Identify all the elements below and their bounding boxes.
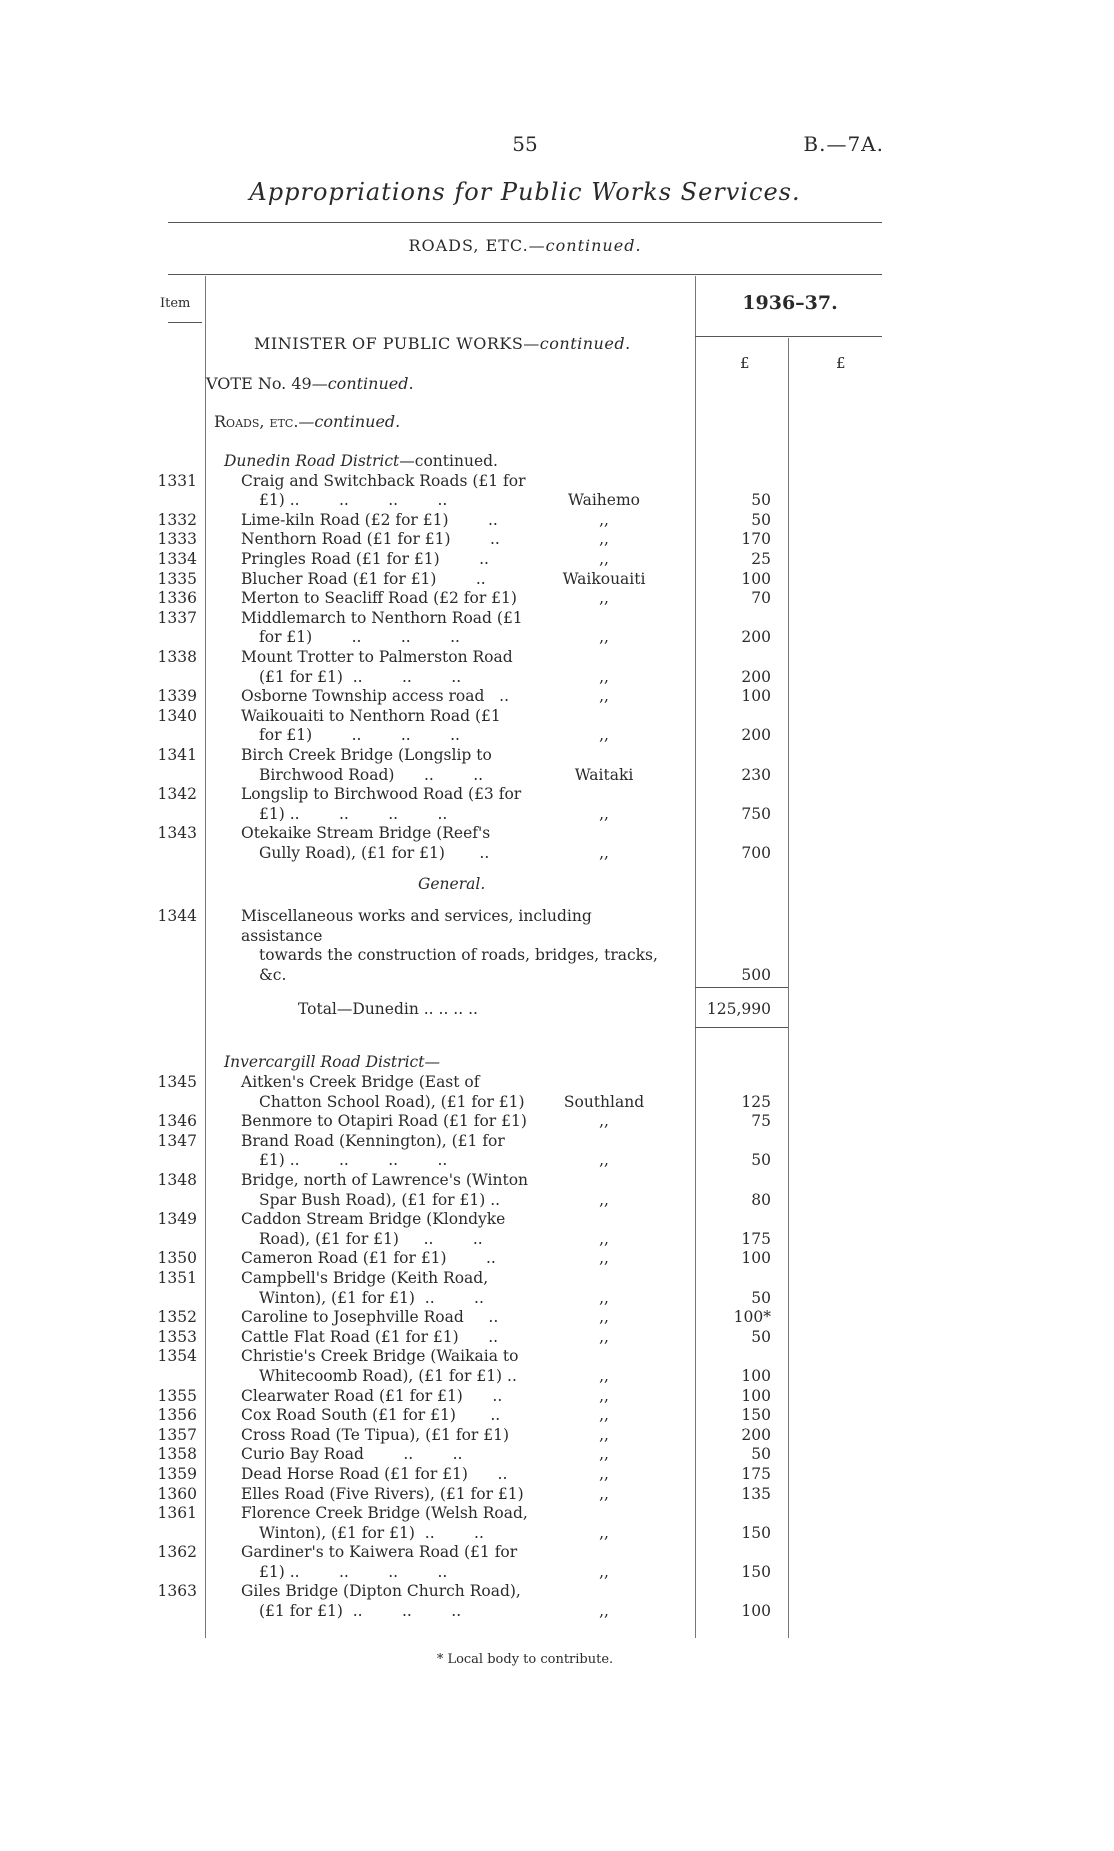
item-number: 1357 [157, 1425, 197, 1444]
district-name: ,, [599, 726, 609, 745]
description-line: £1) .. .. .. .. [259, 1151, 448, 1170]
item-description [203, 1465, 530, 1485]
item-amount: 100 [741, 569, 771, 588]
description-line: Christie's Creek Bridge (Waikaia to [241, 1347, 519, 1366]
item-amount: 80 [751, 1190, 771, 1209]
table-row [0, 1582, 1114, 1621]
table-row [0, 550, 1114, 570]
description-line: Spar Bush Road), (£1 for £1) .. [259, 1190, 501, 1209]
item-number: 1354 [157, 1347, 197, 1366]
description-line: Winton), (£1 for £1) .. .. [259, 1288, 484, 1307]
item-description [203, 1426, 530, 1446]
district-name: ,, [599, 1190, 609, 1209]
item-description [203, 648, 530, 687]
district-name: ,, [599, 1229, 609, 1248]
description-line: Mount Trotter to Palmerston Road [241, 647, 513, 666]
table-row [0, 1308, 1114, 1328]
description-line: Giles Bridge (Dipton Church Road), [241, 1582, 521, 1601]
item-number: 1355 [157, 1386, 197, 1405]
district-name: ,, [599, 843, 609, 862]
description-line: (£1 for £1) .. .. .. [259, 1602, 462, 1621]
description-line: towards the construction of roads, bridges, tracks, &c. [259, 946, 658, 984]
document-code: B.—7A. [803, 132, 884, 156]
item-number: 1335 [157, 569, 197, 588]
item-amount: 175 [741, 1464, 771, 1483]
item-amount: 135 [741, 1484, 771, 1503]
item-amount: 125 [741, 1092, 771, 1111]
total-dunedin-label: Total—Dunedin .. .. .. .. [298, 1000, 478, 1019]
roads-subheading-suffix: —continued. [298, 412, 401, 431]
district-name: ,, [599, 687, 609, 706]
item-amount: 75 [751, 1112, 771, 1131]
total-dunedin-amount: 125,990 [706, 1000, 771, 1019]
item-number: 1340 [157, 706, 197, 725]
description-line: Caroline to Josephville Road .. [241, 1308, 499, 1327]
item-description [203, 746, 530, 785]
item-description [203, 1406, 530, 1426]
item-number: 1362 [157, 1543, 197, 1562]
item-description [203, 1210, 530, 1249]
description-line: Merton to Seacliff Road (£2 for £1) [241, 589, 517, 608]
item-number: 1332 [157, 510, 197, 529]
description-line: Dead Horse Road (£1 for £1) .. [241, 1464, 508, 1483]
item-description [203, 1112, 530, 1132]
invercargill-district-heading-text: Invercargill Road District [224, 1053, 425, 1072]
description-line: Pringles Road (£1 for £1) .. [241, 549, 489, 568]
total-bottom-rule [695, 1027, 788, 1028]
year-header-rule [695, 336, 882, 337]
district-name: ,, [599, 1425, 609, 1444]
description-line: Cameron Road (£1 for £1) .. [241, 1249, 496, 1268]
district-name: ,, [599, 1151, 609, 1170]
description-line: Waikouaiti to Nenthorn Road (£1 [241, 706, 501, 725]
district-name: ,, [599, 1249, 609, 1268]
description-line: Birchwood Road) .. .. [259, 765, 484, 784]
item-number: 1349 [157, 1210, 197, 1229]
vote-heading-suffix: —continued. [311, 374, 414, 393]
title-rule [168, 222, 882, 223]
item-number: 1353 [157, 1327, 197, 1346]
district-name: ,, [599, 1484, 609, 1503]
district-name: ,, [599, 667, 609, 686]
description-line: Elles Road (Five Rivers), (£1 for £1) [241, 1484, 524, 1503]
description-line: Gully Road), (£1 for £1) .. [259, 843, 490, 862]
district-name: Waihemo [568, 491, 640, 510]
section-heading-text: ROADS, ETC. [408, 236, 529, 255]
description-line: Caddon Stream Bridge (Klondyke [241, 1210, 506, 1229]
page-title: Appropriations for Public Works Services. [249, 178, 801, 206]
item-amount: 100 [741, 1602, 771, 1621]
currency-symbol-right: £ [836, 354, 846, 372]
table-row [0, 1543, 1114, 1582]
table-row [0, 687, 1114, 707]
item-column-header: Item [160, 296, 191, 311]
table-row [0, 746, 1114, 785]
item-description [203, 785, 530, 824]
item-number: 1333 [157, 530, 197, 549]
district-name: ,, [599, 530, 609, 549]
description-line: Winton), (£1 for £1) .. .. [259, 1523, 484, 1542]
district-name: ,, [599, 1308, 609, 1327]
item-number: 1350 [157, 1249, 197, 1268]
table-row [0, 824, 1114, 863]
table-row [0, 1249, 1114, 1269]
district-name: Waitaki [574, 765, 634, 784]
item-description [203, 530, 530, 550]
item-amount: 100 [741, 1366, 771, 1385]
description-line: £1) .. .. .. .. [259, 491, 448, 510]
item-amount: 750 [741, 804, 771, 823]
district-name: ,, [599, 1112, 609, 1131]
minister-heading-text: MINISTER OF PUBLIC WORKS [254, 334, 524, 353]
description-line: Craig and Switchback Roads (£1 for [241, 471, 526, 490]
table-row [0, 1132, 1114, 1171]
currency-symbol-left: £ [740, 354, 750, 372]
item-description [203, 1269, 530, 1308]
item-amount: 170 [741, 530, 771, 549]
dunedin-district-heading-suffix: —continued. [399, 452, 498, 470]
appropriations-table-body [0, 452, 1114, 1622]
invercargill-district-heading-suffix: — [424, 1053, 440, 1072]
table-row [0, 609, 1114, 648]
dunedin-district-heading-text: Dunedin Road District [224, 452, 400, 470]
item-description [203, 1485, 530, 1505]
description-line: (£1 for £1) .. .. .. [259, 667, 462, 686]
item-header-rule [168, 322, 202, 323]
description-line: Clearwater Road (£1 for £1) .. [241, 1386, 503, 1405]
table-row [0, 1210, 1114, 1249]
description-line: Whitecoomb Road), (£1 for £1) .. [259, 1366, 517, 1385]
page-number: 55 [512, 132, 538, 156]
roads-subheading [214, 412, 400, 431]
description-line: Longslip to Birchwood Road (£3 for [241, 785, 522, 804]
table-row [0, 1112, 1114, 1132]
item-number: 1348 [157, 1171, 197, 1189]
item-number: 1346 [157, 1112, 197, 1131]
item-description [203, 589, 530, 609]
description-line: Cox Road South (£1 for £1) .. [241, 1406, 501, 1425]
district-name: ,, [599, 549, 609, 568]
description-line: for £1) .. .. .. [259, 628, 460, 647]
description-line: Florence Creek Bridge (Welsh Road, [241, 1504, 528, 1523]
table-row [0, 648, 1114, 687]
description-line: Birch Creek Bridge (Longslip to [241, 745, 492, 764]
table-row [0, 1485, 1114, 1505]
description-line: Miscellaneous works and services, including assistance [241, 907, 592, 945]
item-number: 1334 [157, 549, 197, 568]
item-amount: 100 [741, 1386, 771, 1405]
item-description [203, 1073, 530, 1112]
description-line: Middlemarch to Nenthorn Road (£1 [241, 608, 523, 627]
item-amount: 100 [741, 1249, 771, 1268]
item-number: 1338 [157, 647, 197, 666]
table-row [0, 1387, 1114, 1407]
description-line: Brand Road (Kennington), (£1 for [241, 1131, 505, 1150]
item-description [203, 824, 530, 863]
description-line: Bridge, north of Lawrence's (Winton [241, 1171, 529, 1189]
general-heading: General. [418, 875, 486, 894]
total-top-rule [695, 987, 788, 988]
item-description [203, 1445, 530, 1465]
footnote: * Local body to contribute. [436, 1652, 614, 1667]
district-name: ,, [599, 1406, 609, 1425]
vote-heading-text: VOTE No. 49 [206, 374, 312, 393]
district-name: ,, [599, 804, 609, 823]
table-row [0, 785, 1114, 824]
item-description [203, 1132, 530, 1171]
table-row [0, 1073, 1114, 1112]
table-row [0, 1328, 1114, 1348]
item-amount: 50 [751, 1327, 771, 1346]
table-row [0, 1426, 1114, 1446]
item-number: 1342 [157, 785, 197, 804]
item-amount: 200 [741, 628, 771, 647]
item-amount: 150 [741, 1523, 771, 1542]
item-description [203, 1347, 530, 1386]
invercargill-rows [0, 1073, 1114, 1622]
dunedin-rows [0, 472, 1114, 864]
item-number: 1345 [157, 1073, 197, 1092]
section-heading-suffix: —continued. [528, 236, 642, 255]
item-amount: 150 [741, 1562, 771, 1581]
item-description [203, 907, 678, 985]
section-heading [0, 236, 1050, 255]
table-row [0, 1406, 1114, 1426]
description-line: Gardiner's to Kaiwera Road (£1 for [241, 1543, 518, 1562]
item-description [203, 472, 530, 511]
district-name: ,, [599, 1523, 609, 1542]
item-amount: 230 [741, 765, 771, 784]
item-number: 1343 [157, 824, 197, 843]
table-row [0, 472, 1114, 511]
minister-heading [254, 334, 631, 353]
minister-heading-suffix: —continued. [523, 334, 631, 353]
description-line: Lime-kiln Road (£2 for £1) .. [241, 510, 498, 529]
description-line: Nenthorn Road (£1 for £1) .. [241, 530, 500, 549]
district-name: ,, [599, 589, 609, 608]
district-name: ,, [599, 510, 609, 529]
description-line: for £1) .. .. .. [259, 726, 460, 745]
item-number: 1344 [157, 907, 197, 926]
item-amount: 50 [751, 1151, 771, 1170]
item-description [203, 1249, 530, 1269]
item-amount: 100* [733, 1308, 771, 1327]
table-row [0, 511, 1114, 531]
invercargill-district-heading [0, 1053, 1114, 1073]
district-name: ,, [599, 628, 609, 647]
item-amount: 25 [751, 549, 771, 568]
item-number: 1331 [157, 471, 197, 490]
table-row [0, 1504, 1114, 1543]
table-row [0, 707, 1114, 746]
year-column-header: 1936–37. [742, 292, 838, 314]
item-number: 1352 [157, 1308, 197, 1327]
table-row [0, 530, 1114, 550]
table-row [0, 1465, 1114, 1485]
description-line: £1) .. .. .. .. [259, 804, 448, 823]
item-number: 1361 [157, 1504, 197, 1523]
item-number: 1337 [157, 608, 197, 627]
item-description [203, 570, 530, 590]
table-row [0, 1269, 1114, 1308]
item-description [203, 511, 530, 531]
description-line: Chatton School Road), (£1 for £1) [259, 1092, 525, 1111]
table-row [0, 589, 1114, 609]
item-amount: 175 [741, 1229, 771, 1248]
item-number: 1339 [157, 687, 197, 706]
item-number: 1341 [157, 745, 197, 764]
description-line: £1) .. .. .. .. [259, 1562, 448, 1581]
dunedin-district-heading [0, 452, 1114, 472]
item-description [203, 1582, 530, 1621]
item-number: 1336 [157, 589, 197, 608]
item-amount: 200 [741, 667, 771, 686]
item-amount: 200 [741, 726, 771, 745]
item-amount: 70 [751, 589, 771, 608]
item-number: 1347 [157, 1131, 197, 1150]
district-name: ,, [599, 1386, 609, 1405]
item-description [203, 707, 530, 746]
description-line: Benmore to Otapiri Road (£1 for £1) [241, 1112, 527, 1131]
description-line: Cattle Flat Road (£1 for £1) .. [241, 1327, 499, 1346]
table-top-rule [168, 274, 882, 275]
item-description [203, 1328, 530, 1348]
district-name: ,, [599, 1562, 609, 1581]
table-row [0, 1347, 1114, 1386]
roads-subheading-text: Roads, etc. [214, 412, 299, 431]
item-description [203, 609, 530, 648]
item-description [203, 1543, 530, 1582]
item-amount: 50 [751, 1288, 771, 1307]
description-line: Osborne Township access road .. [241, 687, 510, 706]
item-number: 1358 [157, 1445, 197, 1464]
item-number: 1351 [157, 1268, 197, 1287]
item-amount: 500 [741, 965, 771, 984]
description-line: Cross Road (Te Tipua), (£1 for £1) [241, 1425, 510, 1444]
description-line: Blucher Road (£1 for £1) .. [241, 569, 486, 588]
item-amount: 50 [751, 1445, 771, 1464]
vote-heading [206, 374, 414, 393]
item-amount: 150 [741, 1406, 771, 1425]
description-line: Road), (£1 for £1) .. .. [259, 1229, 483, 1248]
table-row [0, 570, 1114, 590]
item-description [203, 687, 530, 707]
district-name: ,, [599, 1288, 609, 1307]
description-line: Curio Bay Road .. .. [241, 1445, 463, 1464]
district-name: Waikouaiti [562, 569, 646, 588]
description-line: Campbell's Bridge (Keith Road, [241, 1268, 489, 1287]
district-name: ,, [599, 1366, 609, 1385]
item-amount: 100 [741, 687, 771, 706]
table-row [0, 907, 1114, 985]
description-line: Otekaike Stream Bridge (Reef's [241, 824, 491, 843]
item-description [203, 1387, 530, 1407]
item-amount: 50 [751, 491, 771, 510]
item-description [203, 1504, 530, 1543]
district-name: ,, [599, 1602, 609, 1621]
item-description [203, 550, 530, 570]
district-name: Southland [563, 1092, 645, 1111]
item-amount: 50 [751, 510, 771, 529]
item-amount: 700 [741, 843, 771, 862]
item-number: 1360 [157, 1484, 197, 1503]
table-row [0, 1171, 1114, 1210]
total-dunedin-row [0, 999, 1114, 1019]
item-number: 1356 [157, 1406, 197, 1425]
description-line: Aitken's Creek Bridge (East of [241, 1073, 480, 1092]
district-name: ,, [599, 1327, 609, 1346]
district-name: ,, [599, 1464, 609, 1483]
district-name: ,, [599, 1445, 609, 1464]
item-description [203, 1171, 530, 1210]
item-description [203, 1308, 530, 1328]
item-number: 1359 [157, 1464, 197, 1483]
item-number: 1363 [157, 1582, 197, 1601]
table-row [0, 1445, 1114, 1465]
item-amount: 200 [741, 1425, 771, 1444]
